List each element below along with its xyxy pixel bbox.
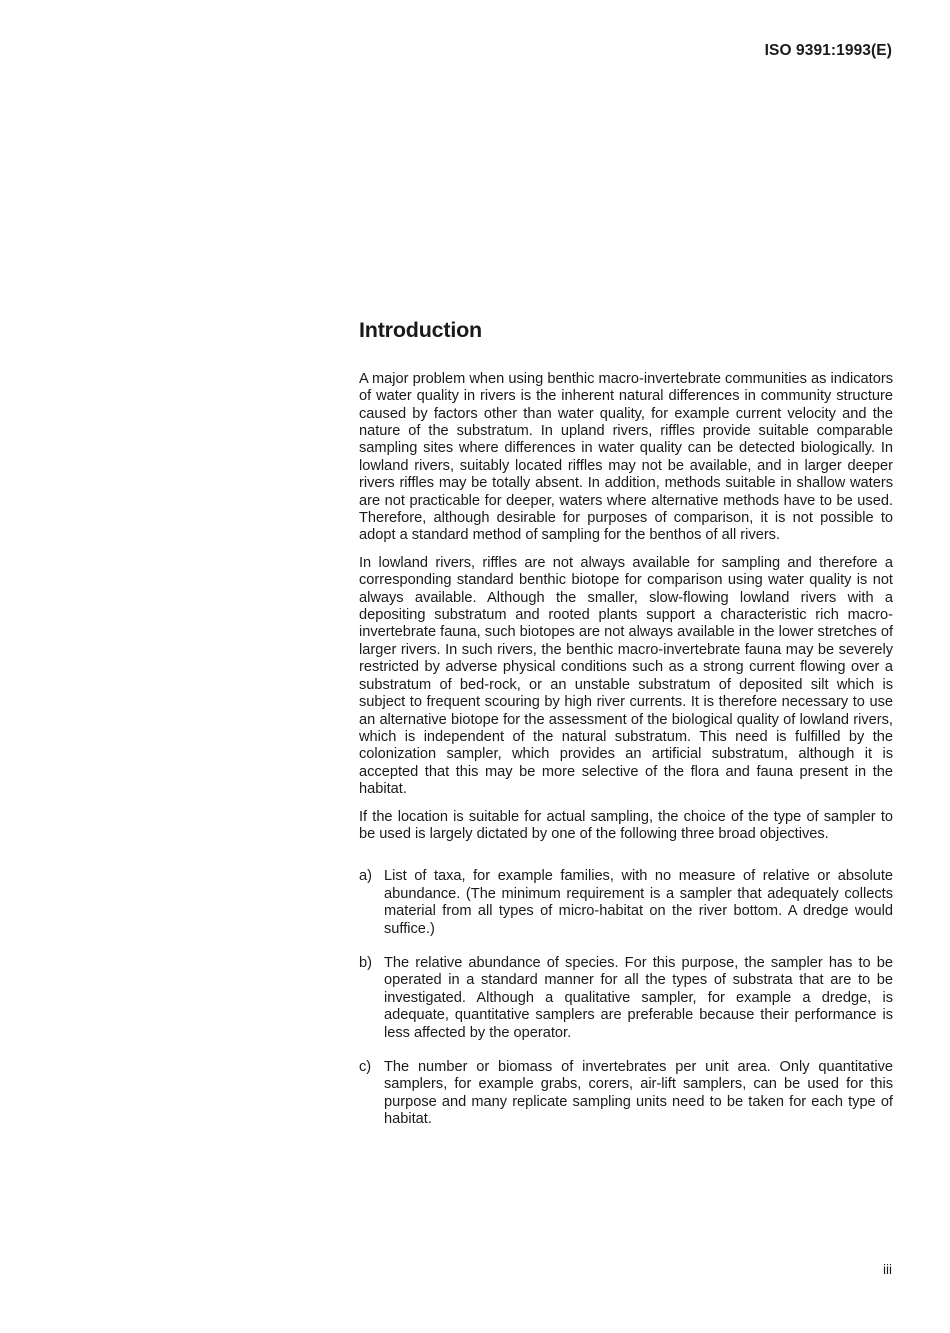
list-marker: a) [359,868,372,885]
page-number: iii [883,1262,892,1277]
list-item-text: The relative abundance of species. For this purpose, the sampler has to be operated in a standard manner for all the types of substrata that are to be investigated. Although a qualitative sampler, for example a dredge, is adequate, quantitative samplers are preferable because their performance is less affected by the operator. [384,954,893,1041]
list-item-text: List of taxa, for example families, with no measure of relative or absolute abundance. (The minimum requirement is a sampler that adequately collects material from all types of micro-habitat on the river bottom. A dredge would suffice.) [384,868,893,937]
list-item [359,1059,893,1129]
objectives-list [359,868,893,1128]
list-item [359,868,893,938]
list-item [359,955,893,1042]
list-item-text: The number or biomass of invertebrates per unit area. Only quantitative samplers, for example grabs, corers, air-lift samplers, can be used for this purpose and many replicate sampling units need to be taken for each type of habitat. [384,1059,893,1128]
paragraph-1: A major problem when using benthic macro-invertebrate communities as indicators of water quality in rivers is the inherent natural differences in community structure caused by factors other than water quality, for example current velocity and the nature of the substratum. In upland rivers, riffles provide suitable comparable sampling sites where differences in water quality can be detected biologically. In lowland rivers, suitably located riffles may not be available, and in larger deeper rivers riffles may be totally absent. In addition, methods suitable in shallow waters are not practicable for deeper, waters where alternative methods have to be used. Therefore, although desirable for purposes of comparison, it is not possible to adopt a standard method of sampling for the benthos of all rivers. [359,370,893,544]
list-marker: b) [359,954,372,971]
section-title: Introduction [359,318,482,342]
paragraph-2: In lowland rivers, riffles are not always available for sampling and therefore a corresponding standard benthic biotope for comparison using water quality is not always available. Although the smaller, slow-flowing lowland rivers with a depositing substratum and rooted plants support a characteristic rich macro-invertebrate fauna, such biotopes are not always available in the lower stretches of larger rivers. In such rivers, the benthic macro-invertebrate fauna may be severely restricted by adverse physical conditions such as a strong current flowing over a substratum of bed-rock, or an unstable substratum of deposited silt which is subject to frequent scouring by high river currents. It is therefore necessary to use an alternative biotope for the assessment of the biological quality of lowland rivers, which is independent of the natural substratum. This need is fulfilled by the colonization sampler, which provides an artificial substratum, although it is accepted that this may be more selective of the flora and fauna present in the habitat. [359,554,893,798]
introduction-section [359,318,893,1146]
document-identifier: ISO 9391:1993(E) [764,42,892,59]
list-marker: c) [359,1059,372,1076]
paragraph-3: If the location is suitable for actual sampling, the choice of the type of sampler to be used is largely dictated by one of the following three broad objectives. [359,808,893,842]
